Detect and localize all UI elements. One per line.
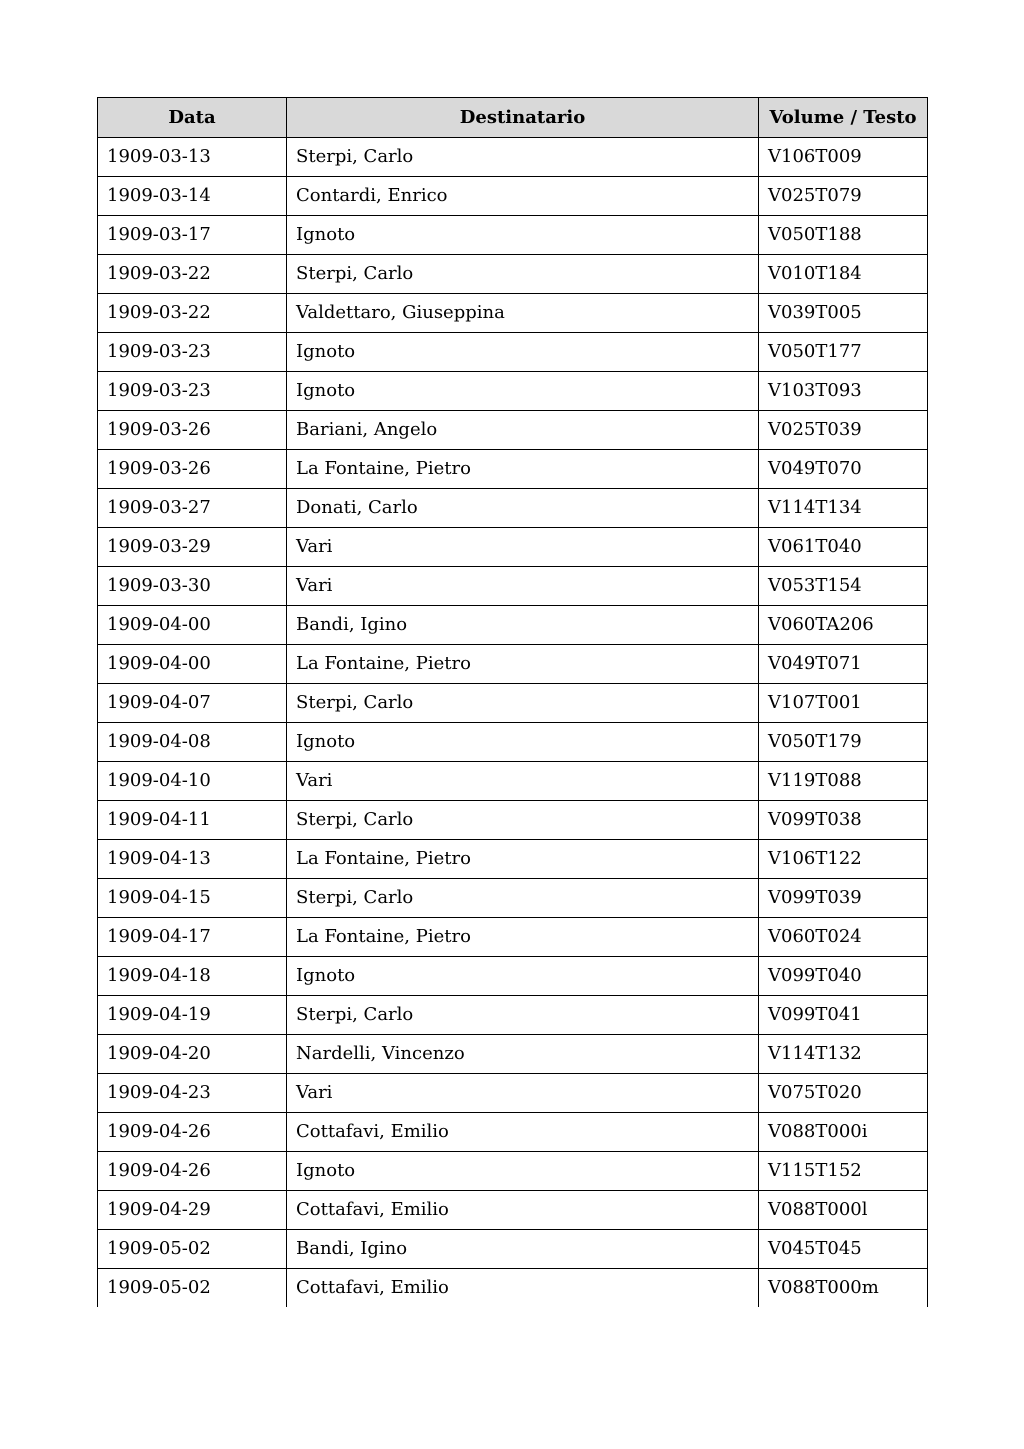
cell-volume-testo: V099T040 xyxy=(759,957,928,996)
document-page xyxy=(97,97,927,1307)
cell-volume-testo: V114T134 xyxy=(759,489,928,528)
cell-data: 1909-03-22 xyxy=(98,294,287,333)
table-row xyxy=(98,606,928,645)
cell-destinatario: Vari xyxy=(287,762,759,801)
cell-volume-testo: V107T001 xyxy=(759,684,928,723)
cell-data: 1909-03-22 xyxy=(98,255,287,294)
table-row xyxy=(98,1152,928,1191)
cell-destinatario: La Fontaine, Pietro xyxy=(287,450,759,489)
cell-destinatario: Donati, Carlo xyxy=(287,489,759,528)
table-row xyxy=(98,567,928,606)
table-row xyxy=(98,138,928,177)
cell-volume-testo: V088T000m xyxy=(759,1269,928,1308)
cell-volume-testo: V045T045 xyxy=(759,1230,928,1269)
cell-destinatario: Sterpi, Carlo xyxy=(287,255,759,294)
cell-data: 1909-04-29 xyxy=(98,1191,287,1230)
cell-destinatario: La Fontaine, Pietro xyxy=(287,840,759,879)
cell-data: 1909-04-13 xyxy=(98,840,287,879)
table-row xyxy=(98,1035,928,1074)
table-row xyxy=(98,1191,928,1230)
cell-destinatario: Ignoto xyxy=(287,372,759,411)
cell-data: 1909-03-14 xyxy=(98,177,287,216)
cell-volume-testo: V049T070 xyxy=(759,450,928,489)
table-row xyxy=(98,1113,928,1152)
table-row xyxy=(98,216,928,255)
cell-data: 1909-04-18 xyxy=(98,957,287,996)
cell-volume-testo: V049T071 xyxy=(759,645,928,684)
cell-data: 1909-04-08 xyxy=(98,723,287,762)
cell-destinatario: Ignoto xyxy=(287,333,759,372)
table-row xyxy=(98,528,928,567)
table-row xyxy=(98,840,928,879)
cell-volume-testo: V099T041 xyxy=(759,996,928,1035)
cell-destinatario: Ignoto xyxy=(287,1152,759,1191)
cell-destinatario: Sterpi, Carlo xyxy=(287,801,759,840)
table-row xyxy=(98,372,928,411)
table-row xyxy=(98,996,928,1035)
table-row xyxy=(98,684,928,723)
header-volume-testo: Volume / Testo xyxy=(759,98,928,138)
table-row xyxy=(98,333,928,372)
cell-destinatario: Bariani, Angelo xyxy=(287,411,759,450)
cell-volume-testo: V099T038 xyxy=(759,801,928,840)
cell-destinatario: Vari xyxy=(287,567,759,606)
table-row xyxy=(98,1074,928,1113)
cell-volume-testo: V103T093 xyxy=(759,372,928,411)
cell-destinatario: La Fontaine, Pietro xyxy=(287,918,759,957)
cell-data: 1909-03-13 xyxy=(98,138,287,177)
cell-volume-testo: V050T188 xyxy=(759,216,928,255)
cell-data: 1909-04-26 xyxy=(98,1113,287,1152)
cell-data: 1909-04-26 xyxy=(98,1152,287,1191)
cell-volume-testo: V039T005 xyxy=(759,294,928,333)
cell-volume-testo: V025T039 xyxy=(759,411,928,450)
header-row xyxy=(98,98,928,138)
table-row xyxy=(98,489,928,528)
cell-volume-testo: V061T040 xyxy=(759,528,928,567)
cell-volume-testo: V010T184 xyxy=(759,255,928,294)
table-row xyxy=(98,177,928,216)
cell-volume-testo: V106T009 xyxy=(759,138,928,177)
cell-destinatario: Nardelli, Vincenzo xyxy=(287,1035,759,1074)
table-row xyxy=(98,762,928,801)
cell-destinatario: Sterpi, Carlo xyxy=(287,996,759,1035)
cell-data: 1909-05-02 xyxy=(98,1269,287,1308)
cell-volume-testo: V119T088 xyxy=(759,762,928,801)
cell-destinatario: Vari xyxy=(287,528,759,567)
cell-data: 1909-04-19 xyxy=(98,996,287,1035)
cell-volume-testo: V060T024 xyxy=(759,918,928,957)
cell-data: 1909-04-00 xyxy=(98,645,287,684)
table-row xyxy=(98,957,928,996)
table-row xyxy=(98,879,928,918)
cell-destinatario: Sterpi, Carlo xyxy=(287,138,759,177)
cell-destinatario: Cottafavi, Emilio xyxy=(287,1113,759,1152)
cell-data: 1909-03-26 xyxy=(98,450,287,489)
cell-data: 1909-03-23 xyxy=(98,372,287,411)
letters-table xyxy=(97,97,928,1307)
cell-data: 1909-04-20 xyxy=(98,1035,287,1074)
cell-destinatario: Bandi, Igino xyxy=(287,606,759,645)
cell-data: 1909-03-29 xyxy=(98,528,287,567)
table-row xyxy=(98,918,928,957)
cell-data: 1909-03-17 xyxy=(98,216,287,255)
header-data: Data xyxy=(98,98,287,138)
table-row xyxy=(98,645,928,684)
cell-destinatario: Bandi, Igino xyxy=(287,1230,759,1269)
cell-volume-testo: V088T000i xyxy=(759,1113,928,1152)
table-row xyxy=(98,450,928,489)
cell-volume-testo: V106T122 xyxy=(759,840,928,879)
cell-data: 1909-04-10 xyxy=(98,762,287,801)
cell-data: 1909-04-15 xyxy=(98,879,287,918)
table-row xyxy=(98,255,928,294)
cell-volume-testo: V060TA206 xyxy=(759,606,928,645)
cell-destinatario: Ignoto xyxy=(287,216,759,255)
cell-destinatario: Ignoto xyxy=(287,957,759,996)
table-body xyxy=(98,138,928,1308)
cell-volume-testo: V114T132 xyxy=(759,1035,928,1074)
table-row xyxy=(98,1269,928,1308)
cell-data: 1909-05-02 xyxy=(98,1230,287,1269)
cell-data: 1909-04-07 xyxy=(98,684,287,723)
cell-destinatario: La Fontaine, Pietro xyxy=(287,645,759,684)
cell-data: 1909-04-00 xyxy=(98,606,287,645)
table-row xyxy=(98,294,928,333)
cell-volume-testo: V025T079 xyxy=(759,177,928,216)
cell-volume-testo: V050T177 xyxy=(759,333,928,372)
cell-data: 1909-04-11 xyxy=(98,801,287,840)
cell-volume-testo: V053T154 xyxy=(759,567,928,606)
cell-volume-testo: V088T000l xyxy=(759,1191,928,1230)
cell-destinatario: Valdettaro, Giuseppina xyxy=(287,294,759,333)
cell-data: 1909-03-23 xyxy=(98,333,287,372)
table-row xyxy=(98,1230,928,1269)
header-destinatario: Destinatario xyxy=(287,98,759,138)
cell-destinatario: Cottafavi, Emilio xyxy=(287,1269,759,1308)
cell-destinatario: Vari xyxy=(287,1074,759,1113)
cell-destinatario: Contardi, Enrico xyxy=(287,177,759,216)
table-row xyxy=(98,411,928,450)
cell-destinatario: Ignoto xyxy=(287,723,759,762)
cell-volume-testo: V075T020 xyxy=(759,1074,928,1113)
cell-data: 1909-04-17 xyxy=(98,918,287,957)
cell-destinatario: Cottafavi, Emilio xyxy=(287,1191,759,1230)
cell-data: 1909-03-26 xyxy=(98,411,287,450)
table-header xyxy=(98,98,928,138)
cell-destinatario: Sterpi, Carlo xyxy=(287,879,759,918)
cell-data: 1909-03-30 xyxy=(98,567,287,606)
cell-data: 1909-03-27 xyxy=(98,489,287,528)
cell-volume-testo: V099T039 xyxy=(759,879,928,918)
cell-data: 1909-04-23 xyxy=(98,1074,287,1113)
cell-volume-testo: V050T179 xyxy=(759,723,928,762)
table-row xyxy=(98,801,928,840)
table-row xyxy=(98,723,928,762)
cell-volume-testo: V115T152 xyxy=(759,1152,928,1191)
cell-destinatario: Sterpi, Carlo xyxy=(287,684,759,723)
